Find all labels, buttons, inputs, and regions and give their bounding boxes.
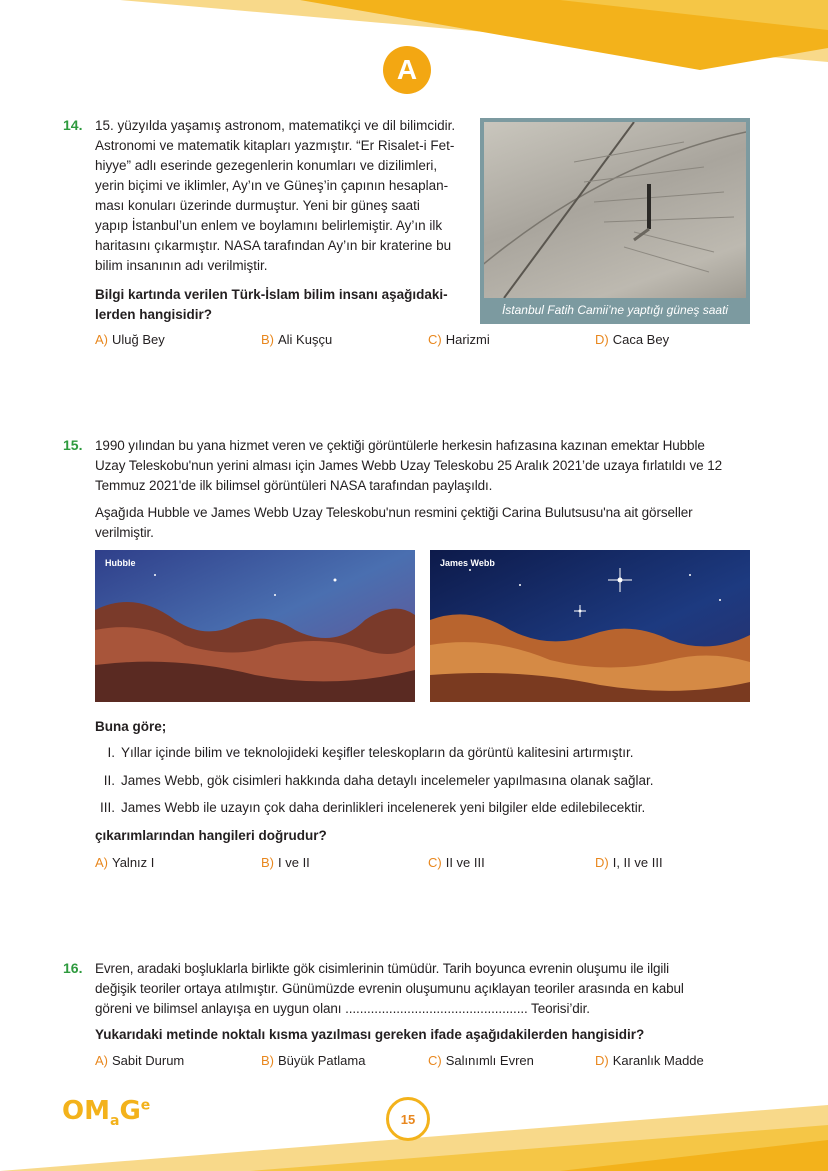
q15-options	[95, 855, 735, 875]
q15-paragraph-2: Aşağıda Hubble ve James Webb Uzay Teleskobu'nun resmini çektiği Carina Bulutsusu'na ait görseller verilmiştir.	[95, 505, 693, 540]
q16-question: Yukarıdaki metinde noktalı kısma yazılması gereken ifade aşağıdakilerden hangisidir?	[95, 1027, 645, 1042]
statement-3: III. James Webb ile uzayın çok daha derinlikleri incelenerek yeni bilgiler elde edilebilecektir.	[99, 800, 646, 815]
option-b[interactable]: B) Büyük Patlama	[261, 1053, 366, 1068]
hubble-image	[95, 550, 415, 702]
question-number: 15.	[63, 437, 83, 453]
option-a[interactable]: A) Uluğ Bey	[95, 332, 165, 347]
hubble-nebula-illustration	[95, 550, 415, 702]
statement-2: II. James Webb, gök cisimleri hakkında daha detaylı incelemeler yapılmasına olanak sağlar.	[103, 773, 654, 788]
q16-options	[95, 1053, 735, 1073]
page-number: 15	[386, 1097, 430, 1141]
q15-paragraph-1: 1990 yılından bu yana hizmet veren ve çektiği görüntülerle herkesin hafızasına kazınan emektar Hubble Uzay Teleskobu'nun yerini alması için James Webb Uzay Teleskobu 25 Aralık 2021’de uzaya fırlatıldı ve 12 Temmuz 2021'de ilk bilimsel görüntüleri NASA tarafından paylaşıldı.	[95, 438, 723, 493]
q15-question: çıkarımlarından hangileri doğrudur?	[95, 828, 327, 843]
sundial-illustration	[484, 122, 746, 298]
booklet-badge: A	[383, 46, 431, 94]
option-a[interactable]: A) Yalnız I	[95, 855, 155, 870]
option-c[interactable]: C) Harizmi	[428, 332, 490, 347]
q14-options	[95, 332, 735, 352]
q14-text: 15. yüzyılda yaşamış astronom, matematikçi ve dil bilimcidir. Astronomi ve matematik kitapları yazmıştır. “Er Risalet-i Fet- hiyye” adlı eserinde gezegenlerin konumları ve dizilimleri, yerin biçimi ve iklimler, Ay’ın ve Güneş’in çapının hesaplan- ması konuları üzerinde durmuştur. Yeni bir güneş saati yapıp İstanbul’un enlem ve boylamını belirlemiştir. Ay’ın ilk haritasını çıkarmıştır. NASA tarafından Ay’ın bir kraterine bu bilim insanının adı verilmiştir.	[95, 118, 456, 273]
question-number: 14.	[63, 117, 83, 133]
option-d[interactable]: D) Karanlık Madde	[595, 1053, 704, 1068]
webb-nebula-illustration	[430, 550, 750, 702]
q14-question: Bilgi kartında verilen Türk-İslam bilim insanı aşağıdaki- lerden hangisidir?	[95, 287, 448, 322]
james-webb-image	[430, 550, 750, 702]
image-caption: İstanbul Fatih Camii’ne yaptığı güneş saati	[501, 303, 729, 317]
statement-1: I. Yıllar içinde bilim ve teknolojideki keşifler teleskopların da görüntü kalitesini artırmıştır.	[107, 745, 634, 760]
question-number: 16.	[63, 960, 83, 976]
option-c[interactable]: C) Salınımlı Evren	[428, 1053, 534, 1068]
image-label: James Webb	[440, 558, 495, 568]
option-b[interactable]: B) Ali Kuşçu	[261, 332, 333, 347]
option-d[interactable]: D) Caca Bey	[595, 332, 670, 347]
q15-lead: Buna göre;	[95, 719, 167, 734]
option-c[interactable]: C) II ve III	[428, 855, 485, 870]
option-b[interactable]: B) I ve II	[261, 855, 310, 870]
sundial-photo	[480, 118, 750, 324]
option-d[interactable]: D) I, II ve III	[595, 855, 663, 870]
image-label: Hubble	[105, 558, 136, 568]
option-a[interactable]: A) Sabit Durum	[95, 1053, 185, 1068]
q16-text: Evren, aradaki boşluklarla birlikte gök cisimlerinin tümüdür. Tarih boyunca evrenin oluşumu ile ilgili değişik teoriler ortaya atılmıştır. Günümüzde evrenin oluşumunu açıklayan teoriler arasında en kabul göreni ve bilimsel anlayışa en uygun olanı .................................................. Teorisi’dir.	[95, 961, 684, 1016]
omage-logo: $OM_aG^e$	[62, 1096, 151, 1130]
